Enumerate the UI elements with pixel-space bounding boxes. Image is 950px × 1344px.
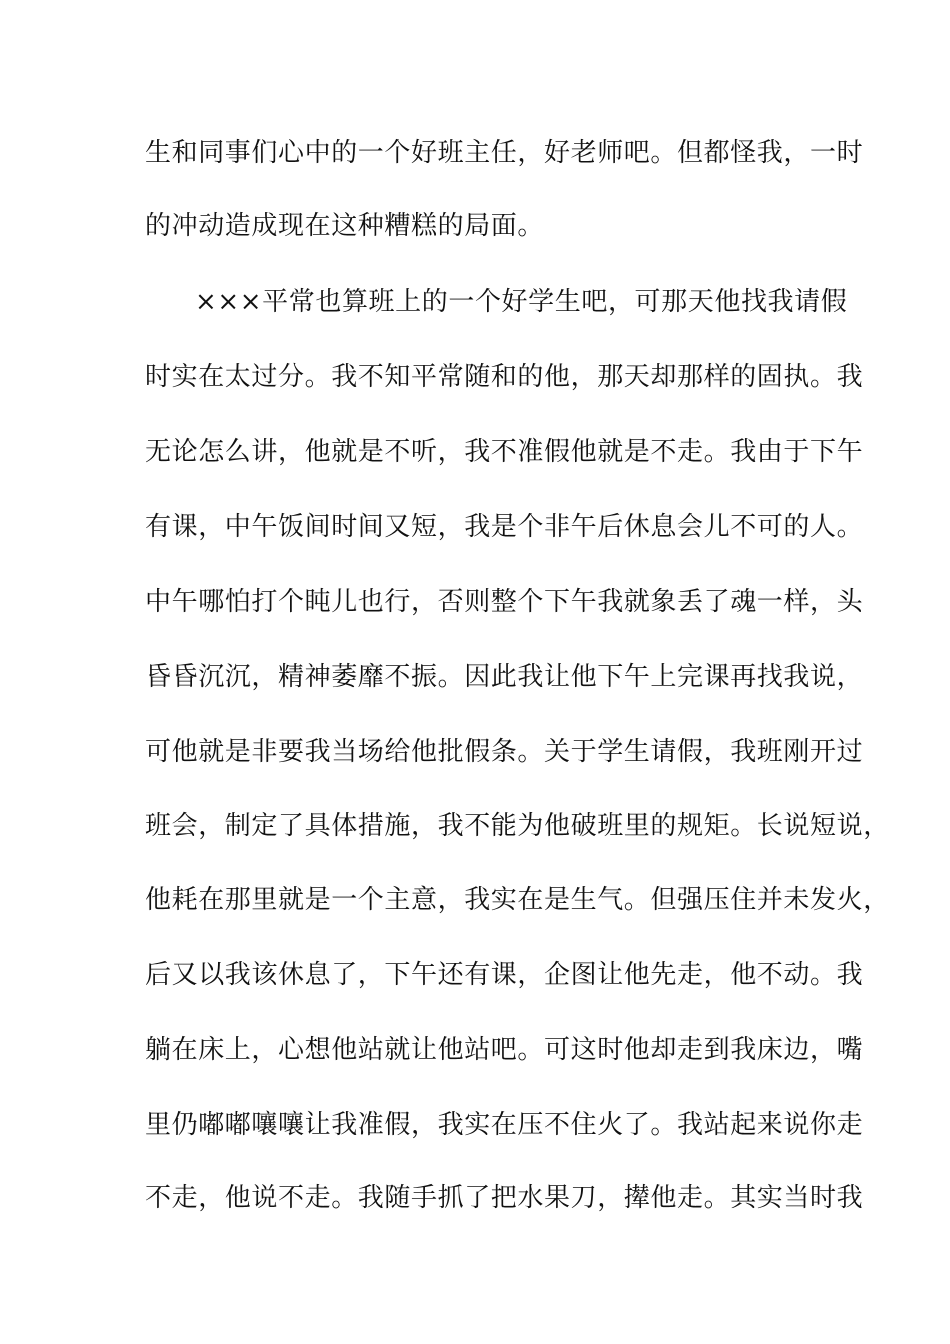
paragraph-line: 昏昏沉沉，精神萎靡不振。因此我让他下午上完课再找我说， [145,662,864,692]
paragraph-line: 里仍嘟嘟嚷嚷让我准假，我实在压不住火了。我站起来说你走 [145,1110,864,1140]
paragraph-line: 躺在床上，心想他站就让他站吧。可这时他却走到我床边，嘴 [145,1035,864,1065]
paragraph-line: 班会，制定了具体措施，我不能为他破班里的规矩。长说短说， [145,811,890,841]
paragraph-line: 有课，中午饭间时间又短，我是个非午后休息会儿不可的人。 [145,512,864,542]
paragraph-line: 可他就是非要我当场给他批假条。关于学生请假，我班刚开过 [145,737,864,767]
paragraph-line: 的冲动造成现在这种糟糕的局面。 [145,211,545,241]
paragraph-line: 中午哪怕打个盹儿也行，否则整个下午我就象丢了魂一样，头 [145,587,864,617]
paragraph-line: 不走，他说不走。我随手抓了把水果刀，撵他走。其实当时我 [145,1183,864,1213]
paragraph-line: 生和同事们心中的一个好班主任，好老师吧。但都怪我，一时 [145,138,864,168]
paragraph-line: 他耗在那里就是一个主意，我实在是生气。但强压住并未发火， [145,885,890,915]
paragraph-line: 后又以我该休息了，下午还有课，企图让他先走，他不动。我 [145,960,864,990]
paragraph-line: 时实在太过分。我不知平常随和的他，那天却那样的固执。我 [145,362,864,392]
paragraph-line: 无论怎么讲，他就是不听，我不准假他就是不走。我由于下午 [145,437,864,467]
paragraph-line: ×××平常也算班上的一个好学生吧，可那天他找我请假 [195,287,848,317]
